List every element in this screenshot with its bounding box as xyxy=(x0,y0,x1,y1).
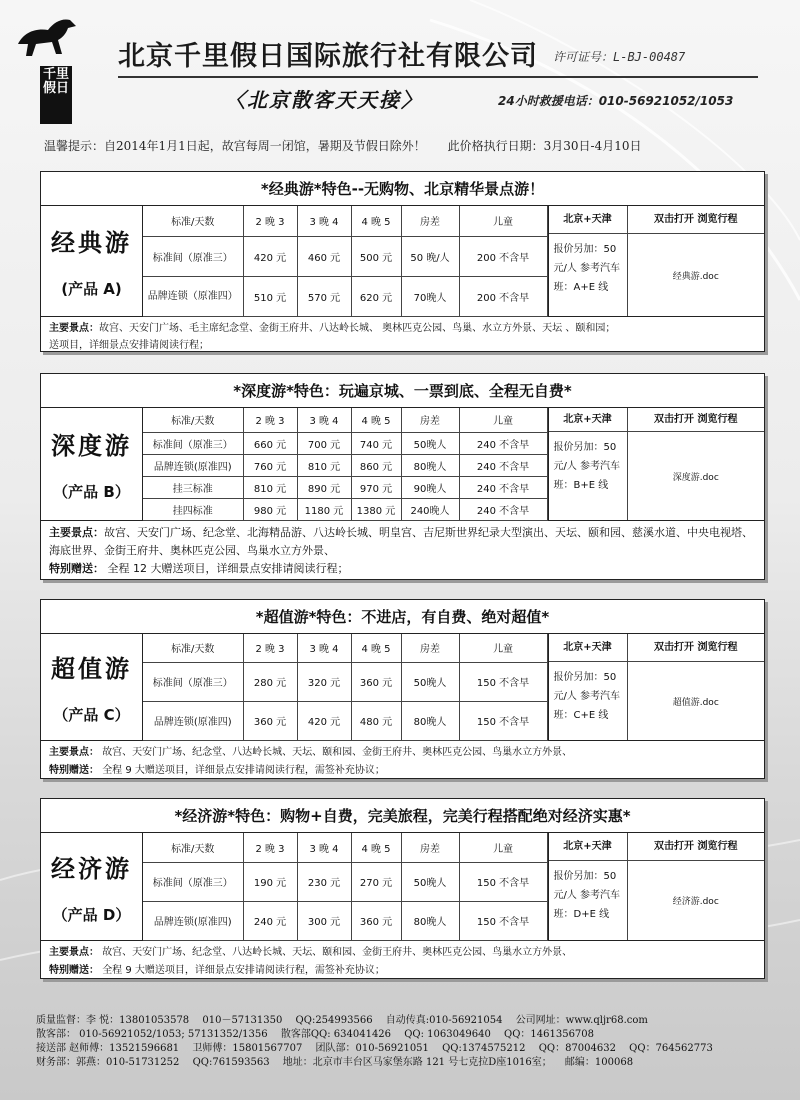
itinerary-cell xyxy=(628,206,765,316)
itinerary-header: 双击打开 浏览行程 xyxy=(628,634,765,662)
price-cell: 200 不含早 xyxy=(459,276,547,316)
price-cell: 挂四标准 xyxy=(143,498,243,520)
price-cell: 240 元 xyxy=(243,901,297,940)
price-cell: 150 不含早 xyxy=(459,701,547,740)
attractions-label: 主要景点： xyxy=(49,747,99,758)
price-cell: 700 元 xyxy=(297,432,351,454)
price-cell: 270 元 xyxy=(351,862,401,901)
bt-body: 报价另加：50 元/人 参考汽车班：C+E 线 xyxy=(553,672,621,721)
itinerary-header: 双击打开 浏览行程 xyxy=(628,408,765,432)
price-table xyxy=(143,634,548,741)
itinerary-doc-link[interactable]: 超值游.doc xyxy=(672,697,719,708)
price-cell: 860 元 xyxy=(351,454,401,476)
header-cell: 儿童 xyxy=(459,206,547,236)
price-cell: 420 元 xyxy=(243,236,297,276)
price-cell: 740 元 xyxy=(351,432,401,454)
table-row xyxy=(143,454,547,476)
price-cell: 360 元 xyxy=(351,662,401,701)
table-row xyxy=(143,476,547,498)
price-cell: 1180 元 xyxy=(297,498,351,520)
notice-period: 此价格执行日期：3月30日-4月10日 xyxy=(447,139,642,153)
product-name: 深度游 xyxy=(51,432,132,460)
price-cell: 50晚人 xyxy=(401,862,459,901)
product-name-block xyxy=(41,206,143,316)
header-cell: 房差 xyxy=(401,206,459,236)
itinerary-header: 双击打开 浏览行程 xyxy=(628,206,765,234)
header-cell: 房差 xyxy=(401,634,459,662)
footer-row xyxy=(36,1042,776,1056)
price-cell: 360 元 xyxy=(351,901,401,940)
gift-text: 全程 12 大赠送项目，详细景点安排请阅读行程； xyxy=(107,562,349,575)
attractions-text: 故宫、天安门广场、纪念堂、八达岭长城、天坛、颐和园、金街王府井、奥林匹克公园、鸟巢水立方外景、 xyxy=(102,747,573,758)
price-cell: 80晚人 xyxy=(401,901,459,940)
bt-header: 北京+天津 xyxy=(549,206,627,234)
contact-footer xyxy=(36,1014,776,1070)
header-cell: 房差 xyxy=(401,833,459,862)
notice-tip: 温馨提示：自2014年1月1日起，故宫每周一闭馆，暑期及节假日除外！ xyxy=(44,139,426,153)
price-cell: 50晚人 xyxy=(401,662,459,701)
header-cell: 3 晚 4 xyxy=(297,408,351,432)
header-cell: 标准/天数 xyxy=(143,833,243,862)
product-name: 经典游 xyxy=(51,229,132,257)
price-cell: 190 元 xyxy=(243,862,297,901)
attractions-label: 主要景点： xyxy=(49,947,99,958)
price-cell: 品牌连锁（原准四） xyxy=(143,276,243,316)
bt-body: 报价另加：50 元/人 参考汽车班：A+E 线 xyxy=(553,244,621,293)
price-cell: 50晚人 xyxy=(401,432,459,454)
attractions-text: 故宫、天安门广场、纪念堂、八达岭长城、天坛、颐和园、金街王府井、奥林匹克公园、鸟巢水立方外景、 xyxy=(102,947,573,958)
header-cell: 儿童 xyxy=(459,634,547,662)
header-cell: 标准/天数 xyxy=(143,634,243,662)
price-cell: 230 元 xyxy=(297,862,351,901)
header-cell: 4 晚 5 xyxy=(351,634,401,662)
header-cell: 2 晚 3 xyxy=(243,833,297,862)
price-cell: 500 元 xyxy=(351,236,401,276)
header-cell: 3 晚 4 xyxy=(297,833,351,862)
beijing-tianjin-cell xyxy=(548,833,628,940)
hotline: 24小时救援电话：010-56921052/1053 xyxy=(498,94,734,108)
gift-label: 特别赠送： xyxy=(49,562,104,575)
price-cell: 810 元 xyxy=(297,454,351,476)
table-row xyxy=(143,701,547,740)
price-cell: 1380 元 xyxy=(351,498,401,520)
product-b xyxy=(40,373,765,580)
price-cell: 240 不含早 xyxy=(459,476,547,498)
header-cell: 标准/天数 xyxy=(143,408,243,432)
product-code: （产品 C） xyxy=(53,706,130,724)
header-cell: 房差 xyxy=(401,408,459,432)
footer-row xyxy=(36,1028,776,1042)
footer-text: 接送部 赵师傅：13521596681 xyxy=(36,1043,180,1054)
horse-icon xyxy=(14,14,80,60)
price-cell: 570 元 xyxy=(297,276,351,316)
footer-text: QQ：87004632 xyxy=(538,1043,616,1054)
product-title: *经济游*特色：购物+自费，完美旅程，完美行程搭配绝对经济实惠* xyxy=(41,799,764,833)
price-cell: 150 不含早 xyxy=(459,862,547,901)
table-row xyxy=(143,432,547,454)
header-cell: 2 晚 3 xyxy=(243,408,297,432)
product-c xyxy=(40,599,765,779)
product-name: 超值游 xyxy=(51,655,132,683)
product-footer xyxy=(41,740,764,783)
product-footer xyxy=(41,520,764,581)
attractions-text: 故宫、天安门广场、纪念堂、北海精品游、八达岭长城、明皇宫、吉尼斯世界纪录大型演出、天坛、颐和园、慈溪水道、中央电视塔、 海底世界、金街王府井、奥林匹克公园、鸟巢水立方外景、 xyxy=(49,526,753,557)
header-cell: 标准/天数 xyxy=(143,206,243,236)
product-title: *经典游*特色--无购物、北京精华景点游！ xyxy=(41,172,764,206)
header-divider xyxy=(118,76,758,78)
product-code: (产品 A) xyxy=(61,280,122,298)
beijing-tianjin-cell xyxy=(548,634,628,740)
itinerary-cell xyxy=(628,833,765,940)
gift-text: 全程 9 大赠送项目，详细景点安排请阅读行程，需签补充协议； xyxy=(102,765,385,776)
price-cell: 280 元 xyxy=(243,662,297,701)
price-table xyxy=(143,833,548,941)
itinerary-doc-link[interactable]: 经济游.doc xyxy=(672,897,719,907)
price-cell: 200 不含早 xyxy=(459,236,547,276)
price-cell: 620 元 xyxy=(351,276,401,316)
price-cell: 标准间（原准三） xyxy=(143,862,243,901)
footer-row xyxy=(36,1014,776,1028)
beijing-tianjin-cell xyxy=(548,206,628,316)
price-cell: 150 不含早 xyxy=(459,662,547,701)
footer-text: QQ：1461356708 xyxy=(504,1029,595,1040)
license-number: 许可证号：L-BJ-00487 xyxy=(553,50,686,64)
logo-text: 千里假日 xyxy=(40,66,72,124)
price-cell: 300 元 xyxy=(297,901,351,940)
product-footer xyxy=(41,316,764,357)
product-code: （产品 D） xyxy=(52,905,131,924)
footer-text: QQ:254993566 xyxy=(295,1015,373,1026)
table-row xyxy=(143,276,547,316)
bt-header: 北京+天津 xyxy=(549,833,627,861)
header-cell: 儿童 xyxy=(459,408,547,432)
price-cell: 320 元 xyxy=(297,662,351,701)
footer-text: 散客部QQ: 634041426 xyxy=(280,1029,392,1040)
company-logo xyxy=(14,14,80,114)
itinerary-header: 双击打开 浏览行程 xyxy=(628,833,765,861)
header-cell: 儿童 xyxy=(459,833,547,862)
price-cell: 70晚人 xyxy=(401,276,459,316)
header-cell: 4 晚 5 xyxy=(351,833,401,862)
product-title: *深度游*特色：玩遍京城、一票到底、全程无自费* xyxy=(41,374,764,408)
footer-text: QQ:761593563 xyxy=(192,1057,270,1068)
footer-text: 自动传真:010-56921054 xyxy=(385,1015,503,1026)
bt-body: 报价另加：50 元/人 参考汽车班：D+E 线 xyxy=(553,871,621,920)
product-code: （产品 B） xyxy=(53,483,130,501)
bt-header: 北京+天津 xyxy=(549,408,627,432)
price-cell: 90晚人 xyxy=(401,476,459,498)
footer-text: 散客部： 010-56921052/1053; 57131352/1356 xyxy=(36,1029,268,1040)
price-cell: 420 元 xyxy=(297,701,351,740)
table-row xyxy=(143,498,547,520)
price-table xyxy=(143,206,548,317)
price-cell: 品牌连锁(原准四) xyxy=(143,901,243,940)
notice-line xyxy=(44,137,642,154)
price-cell: 970 元 xyxy=(351,476,401,498)
price-cell: 240 不含早 xyxy=(459,454,547,476)
price-cell: 50 晚/人 xyxy=(401,236,459,276)
header-cell: 3 晚 4 xyxy=(297,206,351,236)
gift-text: 送项目，详细景点安排请阅读行程； xyxy=(49,340,209,351)
bt-header: 北京+天津 xyxy=(549,634,627,662)
product-title: *超值游*特色：不进店，有自费、绝对超值* xyxy=(41,600,764,634)
price-cell: 760 元 xyxy=(243,454,297,476)
table-row xyxy=(143,236,547,276)
footer-text: 团队部：010-56921051 xyxy=(315,1043,429,1054)
footer-text: 卫师傅：15801567707 xyxy=(192,1043,303,1054)
header-cell: 2 晚 3 xyxy=(243,206,297,236)
table-row xyxy=(143,901,547,940)
price-cell: 挂三标准 xyxy=(143,476,243,498)
itinerary-cell xyxy=(628,408,765,520)
itinerary-doc-link[interactable]: 深度游.doc xyxy=(672,472,719,483)
product-d xyxy=(40,798,765,979)
itinerary-doc-link[interactable]: 经典游.doc xyxy=(672,271,719,282)
price-cell: 标准间（原准三） xyxy=(143,662,243,701)
slogan: 〈北京散客天天接〉 xyxy=(225,88,423,112)
company-name: 北京千里假日国际旅行社有限公司 xyxy=(118,41,538,72)
product-name-block xyxy=(41,408,143,520)
header-cell: 2 晚 3 xyxy=(243,634,297,662)
footer-text: QQ：764562773 xyxy=(629,1043,713,1054)
header-cell: 4 晚 5 xyxy=(351,206,401,236)
footer-row xyxy=(36,1056,776,1070)
price-cell: 标准间（原准三） xyxy=(143,432,243,454)
website-link[interactable]: 公司网址：www.qljr68.com xyxy=(515,1015,648,1026)
header-cell: 4 晚 5 xyxy=(351,408,401,432)
gift-label: 特别赠送： xyxy=(49,765,99,776)
price-cell: 品牌连锁(原准四) xyxy=(143,701,243,740)
beijing-tianjin-cell xyxy=(548,408,628,520)
footer-text: 邮编：100068 xyxy=(564,1057,634,1068)
price-cell: 150 不含早 xyxy=(459,901,547,940)
price-cell: 80晚人 xyxy=(401,701,459,740)
footer-text: QQ: 1063049640 xyxy=(404,1029,491,1040)
itinerary-cell xyxy=(628,634,765,740)
price-cell: 标准间（原准三） xyxy=(143,236,243,276)
bt-body: 报价另加：50 元/人 参考汽车班：B+E 线 xyxy=(553,442,621,491)
price-cell: 980 元 xyxy=(243,498,297,520)
price-cell: 660 元 xyxy=(243,432,297,454)
product-footer xyxy=(41,940,764,983)
price-cell: 品牌连锁(原准四) xyxy=(143,454,243,476)
gift-text: 全程 9 大赠送项目，详细景点安排请阅读行程，需签补充协议； xyxy=(102,965,385,976)
footer-text: QQ:1374575212 xyxy=(442,1043,526,1054)
price-cell: 240 不含早 xyxy=(459,432,547,454)
footer-text: 地址：北京市丰台区马家堡东路 121 号七克拉D座1016室； xyxy=(282,1057,552,1068)
price-cell: 810 元 xyxy=(243,476,297,498)
product-name: 经济游 xyxy=(51,854,132,883)
product-a xyxy=(40,171,765,352)
header-cell: 3 晚 4 xyxy=(297,634,351,662)
footer-text: 质量监督：李 悦：13801053578 xyxy=(36,1015,190,1026)
table-row xyxy=(143,862,547,901)
price-cell: 240 不含早 xyxy=(459,498,547,520)
gift-label: 特别赠送： xyxy=(49,965,99,976)
footer-text: 财务部：郭燕：010-51731252 xyxy=(36,1057,180,1068)
product-name-block xyxy=(41,833,143,940)
price-cell: 890 元 xyxy=(297,476,351,498)
attractions-text: 故宫、天安门广场、毛主席纪念堂、金街王府井、八达岭长城、 奥林匹克公园、鸟巢、水立方外景、天坛 、颐和园； xyxy=(99,323,616,334)
page-header xyxy=(0,0,800,125)
footer-text: 010－57131350 xyxy=(202,1015,283,1026)
table-row xyxy=(143,662,547,701)
attractions-label: 主要景点： xyxy=(49,526,104,539)
price-cell: 480 元 xyxy=(351,701,401,740)
price-table xyxy=(143,408,548,521)
price-cell: 80晚人 xyxy=(401,454,459,476)
price-cell: 360 元 xyxy=(243,701,297,740)
price-cell: 460 元 xyxy=(297,236,351,276)
price-cell: 510 元 xyxy=(243,276,297,316)
product-name-block xyxy=(41,634,143,740)
attractions-label: 主要景点： xyxy=(49,323,99,334)
price-cell: 240晚人 xyxy=(401,498,459,520)
